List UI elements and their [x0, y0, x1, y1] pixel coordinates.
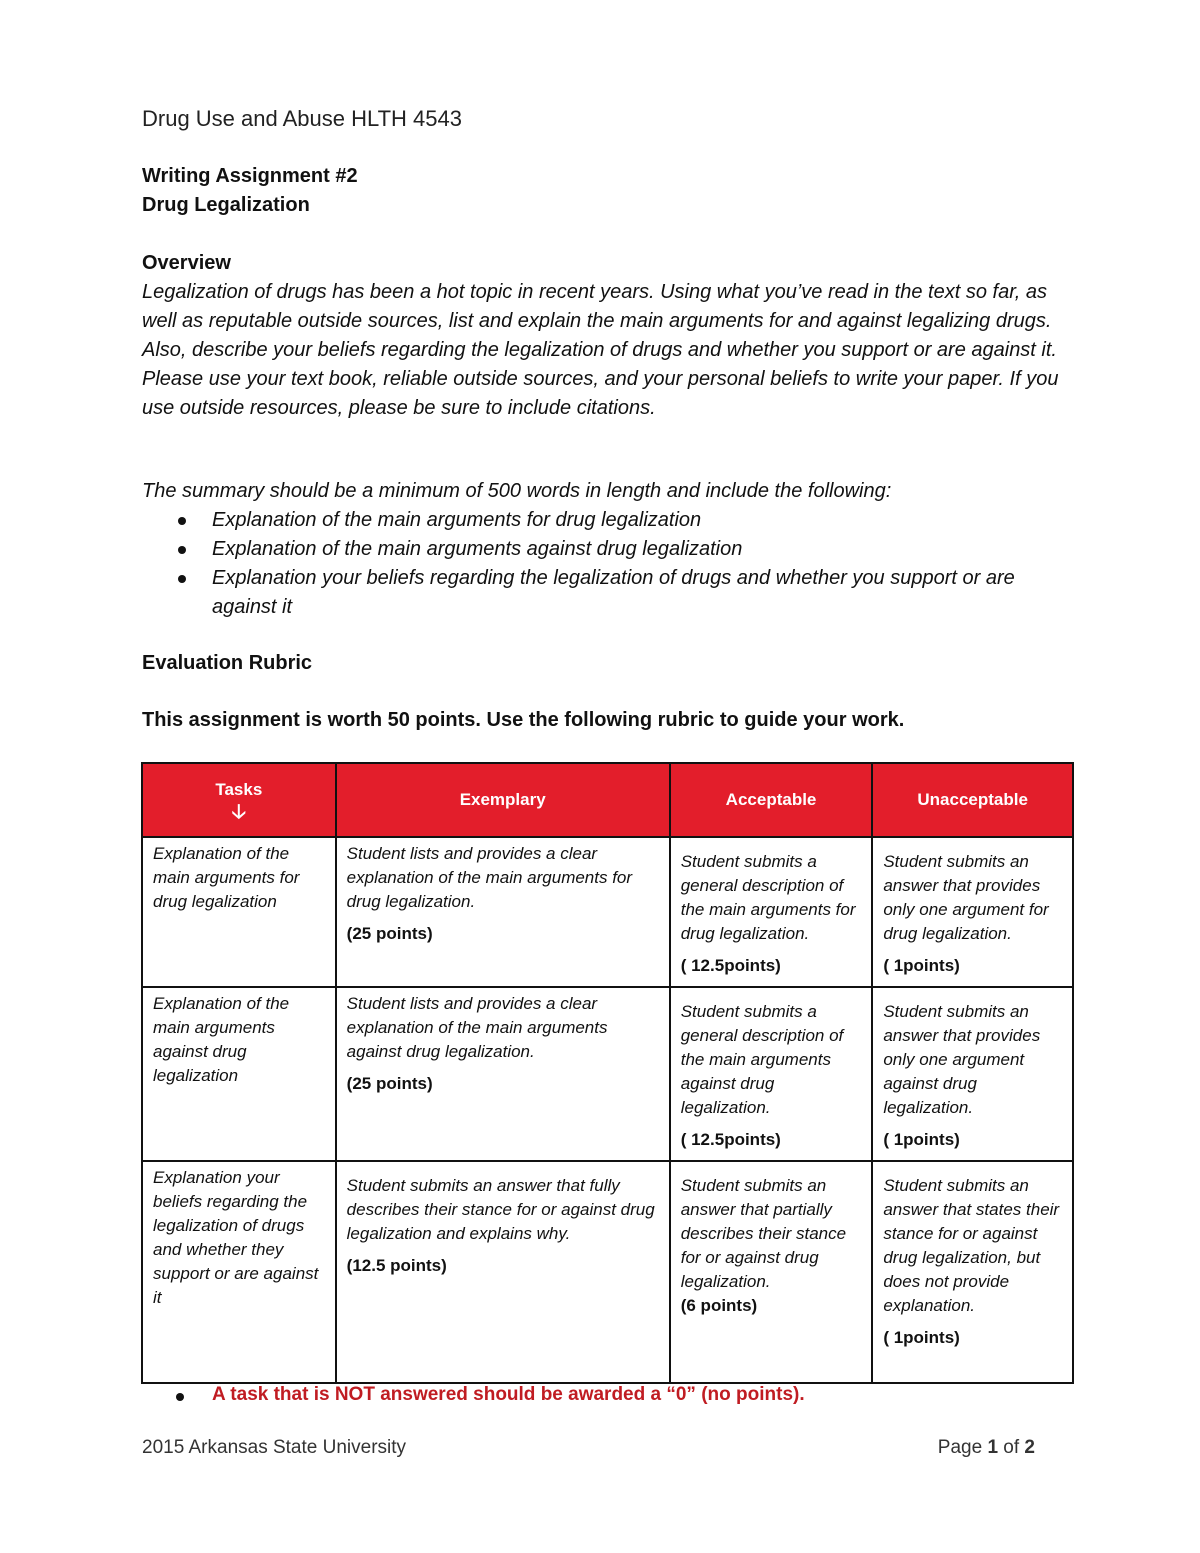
summary-list — [142, 506, 1072, 622]
column-header-acceptable: Acceptable — [670, 763, 873, 837]
course-title: Drug Use and Abuse HLTH 4543 — [142, 106, 462, 131]
acceptable-cell: Student submits a general description of the main arguments for drug legalization. ( 12.5points) — [670, 837, 873, 987]
arrow-down-icon: 🡣 — [231, 801, 247, 823]
task-cell: Explanation of the main arguments against drug legalization — [142, 987, 336, 1161]
assignment-heading — [142, 162, 358, 220]
rubric-table — [141, 762, 1074, 1384]
assignment-title: Drug Legalization — [142, 194, 310, 216]
table-header-row — [142, 763, 1073, 837]
table-row — [142, 987, 1073, 1161]
list-item: Explanation of the main arguments for drug legalization — [142, 506, 1072, 535]
acceptable-cell: Student submits an answer that partially describes their stance for or against drug legalization. (6 points) — [670, 1161, 873, 1383]
overview-paragraph-2: Please use your text book, reliable outside sources, and your personal beliefs to write your paper. If you use outside resources, please be sure to include citations. — [142, 368, 1059, 419]
overview-heading: Overview — [142, 252, 231, 274]
column-header-tasks: Tasks 🡣 — [142, 763, 336, 837]
list-item: Explanation your beliefs regarding the legalization of drugs and whether you support or are against it — [142, 564, 1072, 622]
summary-intro: The summary should be a minimum of 500 words in length and include the following: — [142, 480, 892, 502]
rubric-worth-text: This assignment is worth 50 points. Use the following rubric to guide your work. — [142, 709, 905, 731]
bullet-icon — [178, 575, 186, 583]
summary-section — [142, 477, 1072, 622]
list-item: Explanation of the main arguments against drug legalization — [142, 535, 1072, 564]
table-row — [142, 837, 1073, 987]
acceptable-cell: Student submits a general description of the main arguments against drug legalization. ( 12.5points) — [670, 987, 873, 1161]
unacceptable-cell: Student submits an answer that states their stance for or against drug legalization, but does not provide explanation. ( 1points) — [872, 1161, 1073, 1383]
rubric-note: A task that is NOT answered should be awarded a “0” (no points). — [212, 1384, 805, 1405]
assignment-number: Writing Assignment #2 — [142, 165, 358, 187]
column-header-unacceptable: Unacceptable — [872, 763, 1073, 837]
task-cell: Explanation of the main arguments for drug legalization — [142, 837, 336, 987]
bullet-icon — [178, 546, 186, 554]
bullet-icon — [178, 517, 186, 525]
column-header-exemplary: Exemplary — [336, 763, 670, 837]
exemplary-cell: Student lists and provides a clear explanation of the main arguments for drug legalization. (25 points) — [336, 837, 670, 987]
bullet-icon — [176, 1393, 184, 1401]
exemplary-cell: Student lists and provides a clear explanation of the main arguments against drug legalization. (25 points) — [336, 987, 670, 1161]
rubric-heading: Evaluation Rubric — [142, 652, 313, 674]
overview-paragraph: Legalization of drugs has been a hot topic in recent years. Using what you’ve read in the text so far, as well as reputable outside sources, list and explain the main arguments for and against legalizing drugs. Also, describe your beliefs regarding the legalization of drugs and whether you support or are against it. — [142, 281, 1057, 361]
footer-copyright: 2015 Arkansas State University — [142, 1437, 407, 1458]
table-row — [142, 1161, 1073, 1383]
unacceptable-cell: Student submits an answer that provides only one argument against drug legalization. ( 1points) — [872, 987, 1073, 1161]
exemplary-cell: Student submits an answer that fully describes their stance for or against drug legalization and explains why. (12.5 points) — [336, 1161, 670, 1383]
task-cell: Explanation your beliefs regarding the legalization of drugs and whether they support or are against it — [142, 1161, 336, 1383]
unacceptable-cell: Student submits an answer that provides only one argument for drug legalization. ( 1points) — [872, 837, 1073, 987]
overview-section — [142, 249, 1072, 423]
page-number: Page 1 of 2 — [937, 1437, 1035, 1458]
